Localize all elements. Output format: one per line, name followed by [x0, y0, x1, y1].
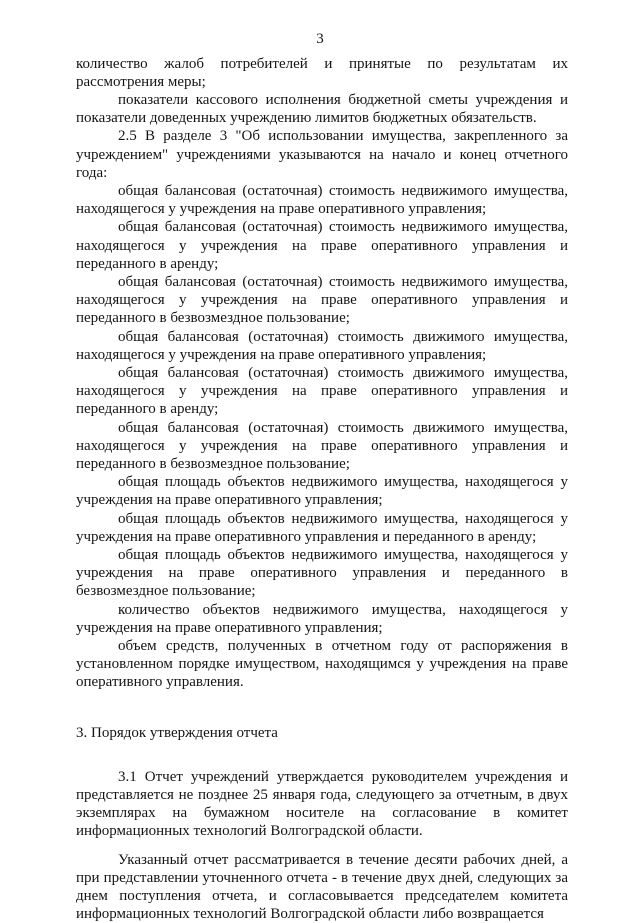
paragraph: общая балансовая (остаточная) стоимость движимого имущества, находящегося у учреждения на праве оперативного управления и переданного в аренду;	[76, 364, 568, 419]
paragraph: Указанный отчет рассматривается в течение десяти рабочих дней, а при представлении уточненного отчета - в течение двух дней, следующих за днем поступления отчета, и согласовывается председателем комитета информационных технологий Волгоградской области либо возвращается	[76, 851, 568, 923]
paragraph: количество жалоб потребителей и принятые по результатам их рассмотрения меры;	[76, 55, 568, 91]
paragraph: общая балансовая (остаточная) стоимость движимого имущества, находящегося у учреждения на праве оперативного управления;	[76, 328, 568, 364]
paragraph: 3.1 Отчет учреждений утверждается руководителем учреждения и представляется не позднее 25 января года, следующего за отчетным, в двух экземплярах на бумажном носителе на согласование в комитет информационных технологий Волгоградской области.	[76, 768, 568, 841]
paragraph: объем средств, полученных в отчетном году от распоряжения в установленном порядке имуществом, находящимся у учреждения на праве оперативного управления.	[76, 637, 568, 692]
paragraph: общая площадь объектов недвижимого имущества, находящегося у учреждения на праве оперативного управления и переданного в безвозмездное пользование;	[76, 546, 568, 601]
paragraph: общая балансовая (остаточная) стоимость движимого имущества, находящегося у учреждения на праве оперативного управления и переданного в безвозмездное пользование;	[76, 419, 568, 474]
section-heading: 3. Порядок утверждения отчета	[76, 724, 568, 742]
document-body	[76, 55, 568, 923]
paragraph: общая балансовая (остаточная) стоимость недвижимого имущества, находящегося у учреждения на праве оперативного управления и переданного в безвозмездное пользование;	[76, 273, 568, 328]
paragraph: общая балансовая (остаточная) стоимость недвижимого имущества, находящегося у учреждения на праве оперативного управления;	[76, 182, 568, 218]
paragraph: количество объектов недвижимого имущества, находящегося у учреждения на праве оперативного управления;	[76, 601, 568, 637]
paragraph: общая балансовая (остаточная) стоимость недвижимого имущества, находящегося у учреждения на праве оперативного управления и переданного в аренду;	[76, 218, 568, 273]
page-number: 3	[0, 30, 640, 48]
paragraph: показатели кассового исполнения бюджетной сметы учреждения и показатели доведенных учреждению лимитов бюджетных обязательств.	[76, 91, 568, 127]
paragraph: общая площадь объектов недвижимого имущества, находящегося у учреждения на праве оперативного управления и переданного в аренду;	[76, 510, 568, 546]
paragraph: 2.5 В разделе 3 "Об использовании имущества, закрепленного за учреждением" учреждениями указываются на начало и конец отчетного года:	[76, 127, 568, 182]
paragraph: общая площадь объектов недвижимого имущества, находящегося у учреждения на праве оперативного управления;	[76, 473, 568, 509]
